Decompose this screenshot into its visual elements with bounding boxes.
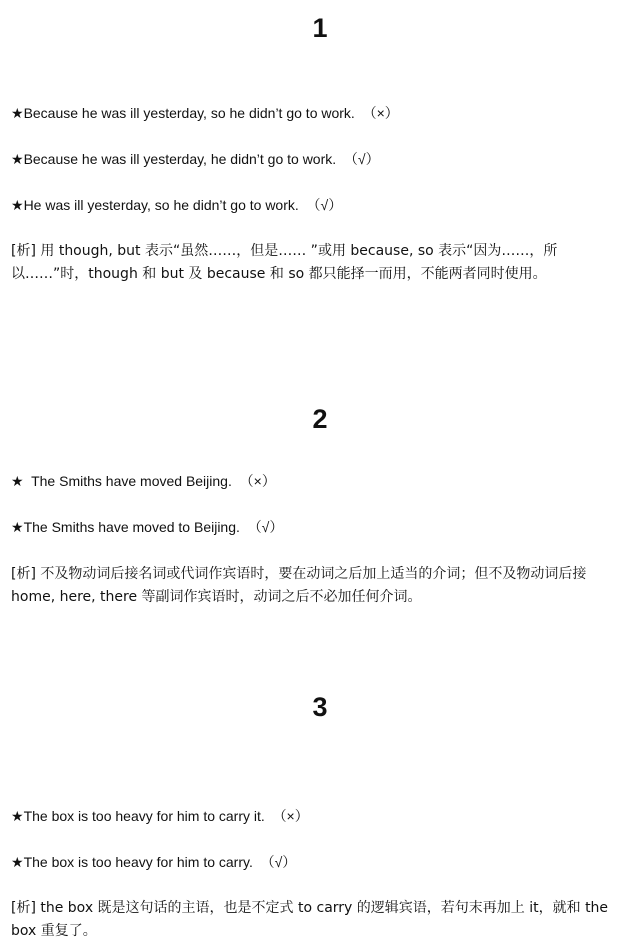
star-icon: ★ [11,105,24,121]
section-3-number: 3 [312,692,328,722]
wrong-mark: （×） [362,105,399,121]
example-sentence: Because he was ill yesterday, so he didn’t go to work. [23,105,355,121]
section-2-example-2 [11,517,631,537]
example-sentence: He was ill yesterday, so he didn’t go to work. [23,197,299,213]
correct-mark: （√） [247,519,284,535]
section-1-number: 1 [312,13,328,43]
section-3-analysis: [析] the box 既是这句话的主语，也是不定式 to carry 的逻辑宾语，若句末再加上 it，就和 the box 重复了。 [11,900,609,939]
section-2-number: 2 [312,404,328,434]
correct-mark: （√） [306,197,343,213]
example-sentence: The Smiths have moved Beijing. [27,473,232,489]
star-icon: ★ [11,808,24,824]
section-2-example-1 [11,471,631,491]
star-icon: ★ [11,197,24,213]
section-3-example-1 [11,806,631,826]
wrong-mark: （×） [239,473,276,489]
star-icon: ★ [11,151,24,167]
section-2-analysis: [析] 不及物动词后接名词或代词作宾语时，要在动词之后加上适当的介词；但不及物动词后接 home, here, there 等副词作宾语时，动词之后不必加任何介词。 [11,566,587,605]
section-1-example-2 [11,149,631,169]
example-sentence: Because he was ill yesterday, he didn’t go to work. [23,151,337,167]
correct-mark: （√） [260,854,297,870]
wrong-mark: （×） [272,808,309,824]
section-3-example-2 [11,852,631,872]
example-sentence: The box is too heavy for him to carry it. [23,808,265,824]
star-icon: ★ [11,473,24,489]
section-1-example-1 [11,103,631,123]
section-1-analysis: [析] 用 though, but 表示“虽然……，但是…… ”或用 because, so 表示“因为……，所以……”时，though 和 but 及 because 和 so 都只能择一而用，不能两者同时使用。 [11,243,558,282]
star-icon: ★ [11,854,24,870]
example-sentence: The Smiths have moved to Beijing. [23,519,240,535]
correct-mark: （√） [343,151,380,167]
section-1-example-3 [11,195,631,215]
example-sentence: The box is too heavy for him to carry. [23,854,253,870]
star-icon: ★ [11,519,24,535]
